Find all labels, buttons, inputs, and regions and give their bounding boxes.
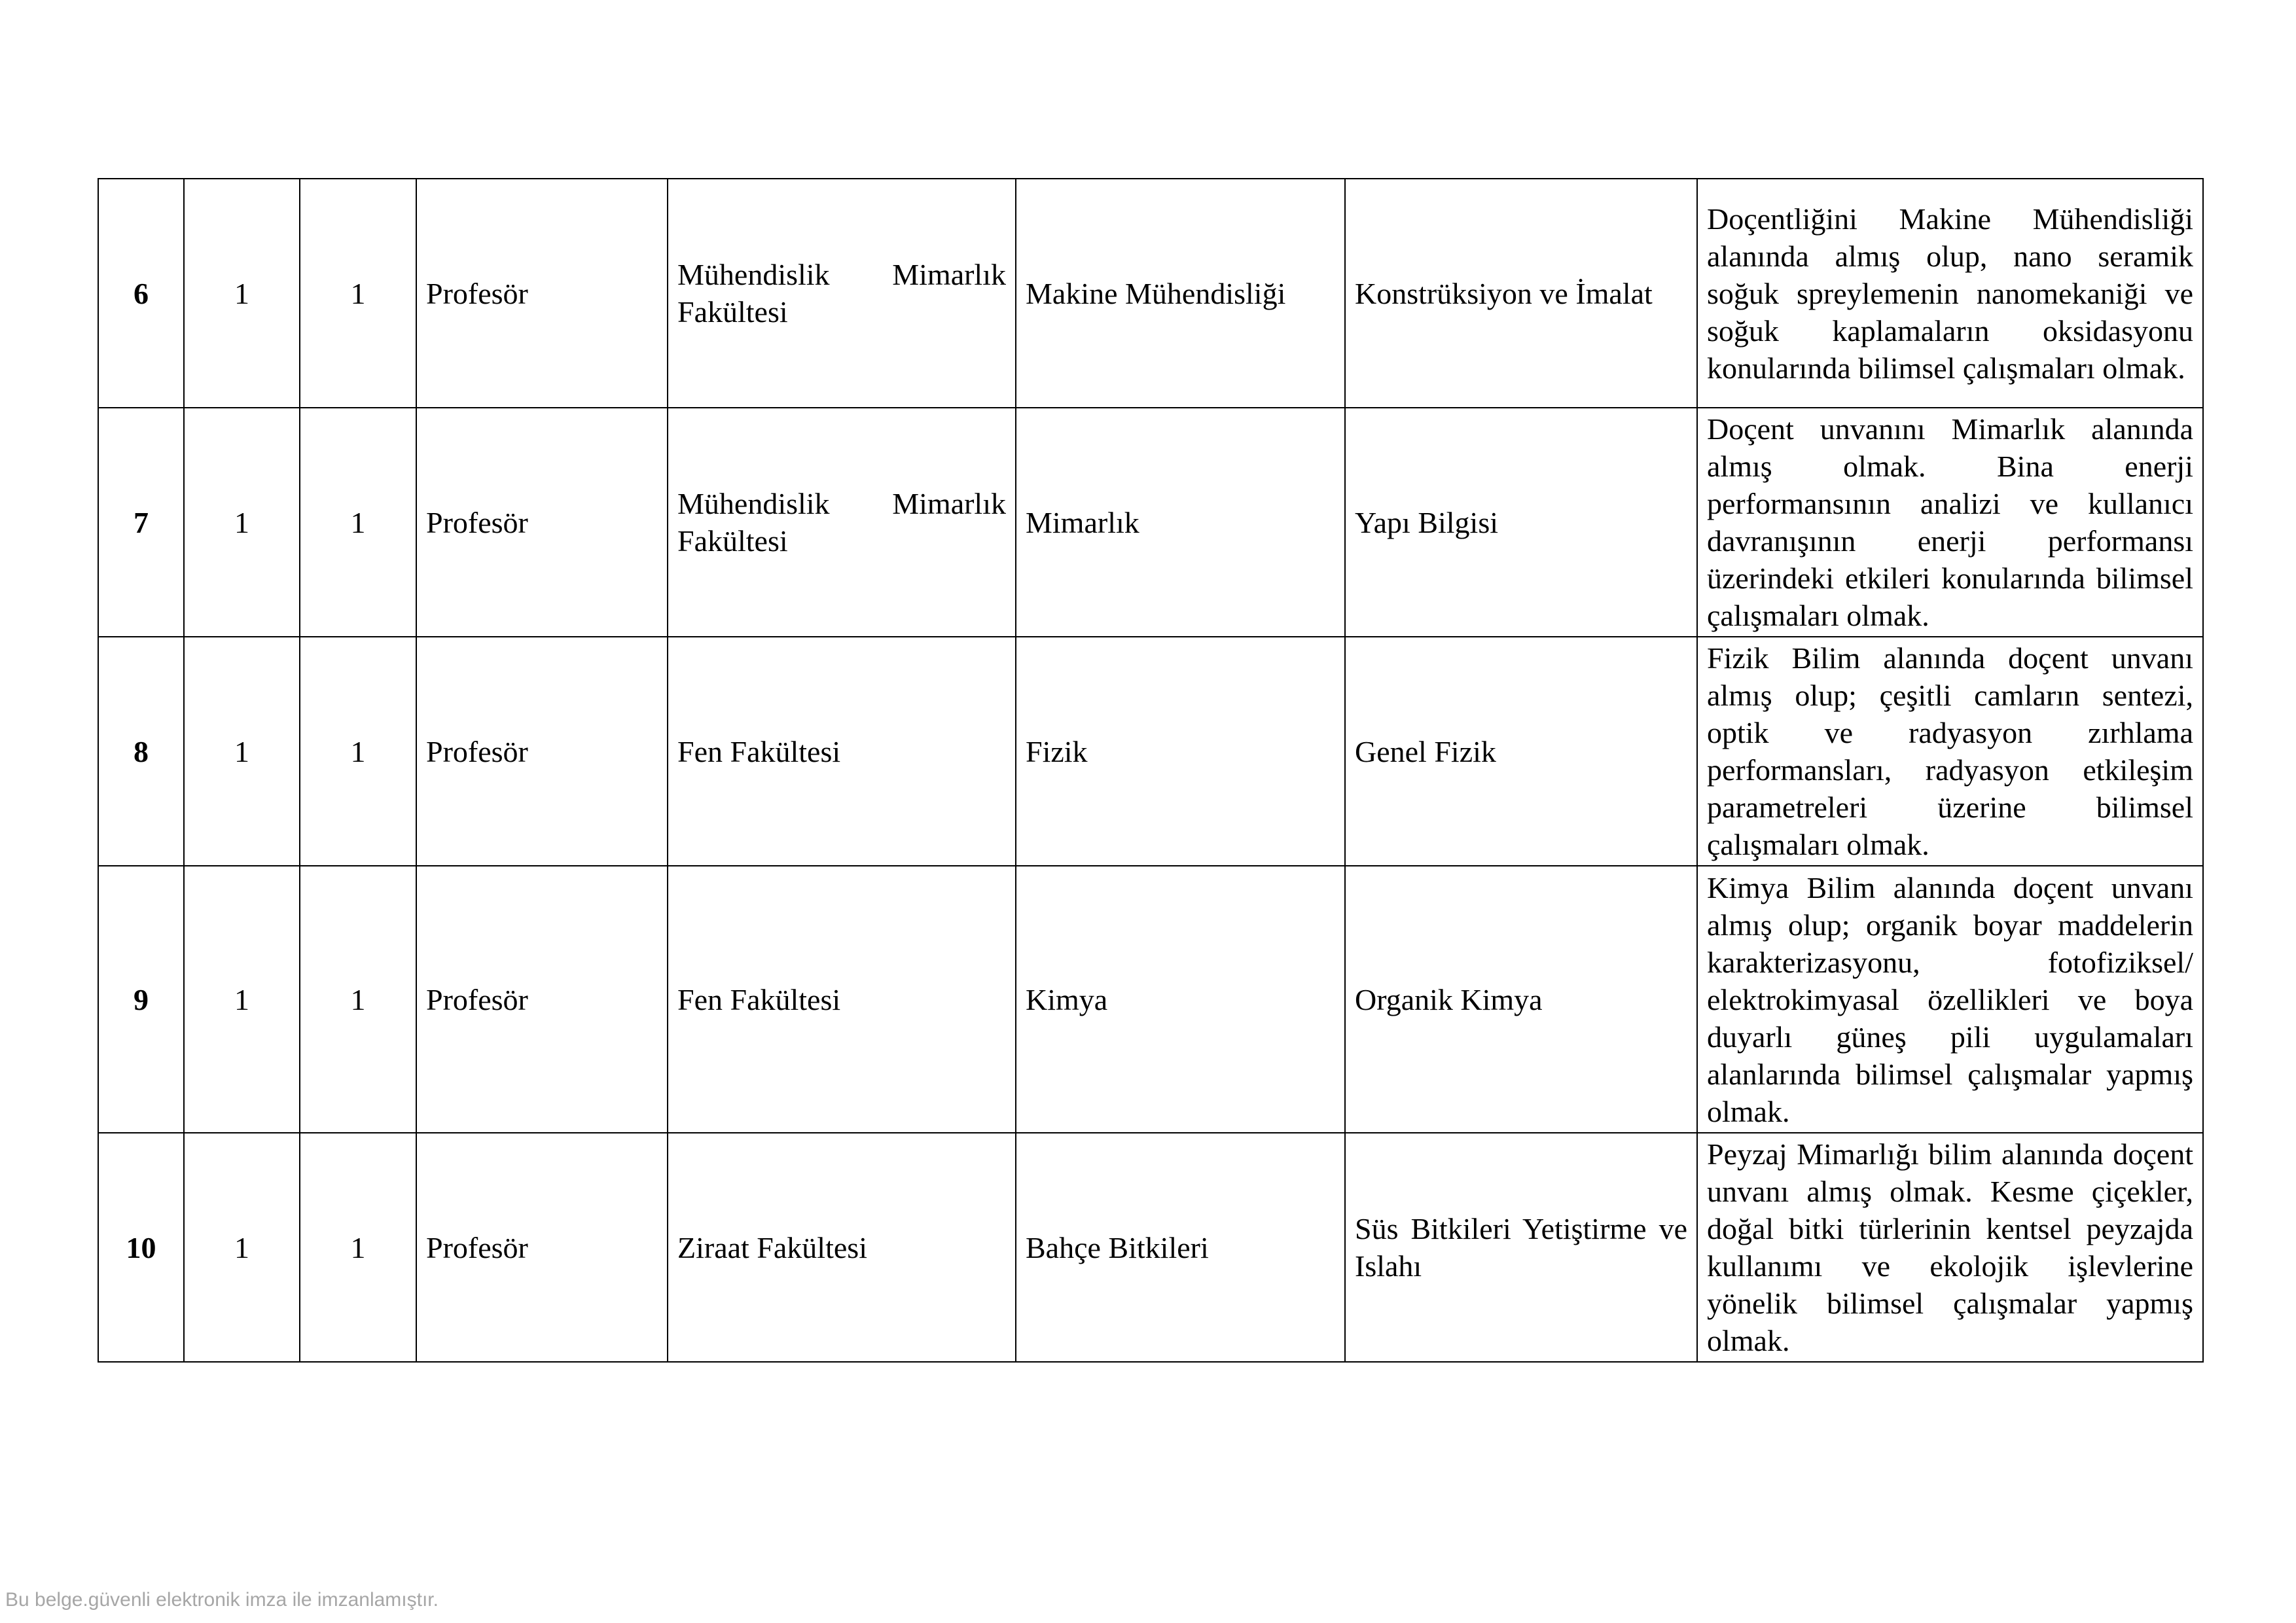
count-cell: 1 [184, 408, 300, 637]
faculty-cell: Fen Fakültesi [668, 866, 1016, 1133]
faculty-cell: Ziraat Fakültesi [668, 1133, 1016, 1362]
requirement-cell: Peyzaj Mimarlığı bilim alanında doçent unvanı almış olmak. Kesme çiçekler, doğal bitki türlerinin kentsel peyzajda kullanımı ve ekolojik işlevlerine yönelik bilimsel çalışmalar yapmış olmak. [1697, 1133, 2203, 1362]
row-number: 8 [98, 637, 184, 866]
count-cell: 1 [300, 408, 416, 637]
title-cell: Profesör [416, 408, 668, 637]
division-cell: Konstrüksiyon ve İmalat [1345, 179, 1697, 408]
requirement-cell: Doçent unvanını Mimarlık alanında almış olmak. Bina enerji performansının analizi ve kullanıcı davranışının enerji performansı üzerindeki etkileri konularında bilimsel çalışmaları olmak. [1697, 408, 2203, 637]
table-row [98, 408, 2203, 637]
department-cell: Fizik [1016, 637, 1345, 866]
row-number: 10 [98, 1133, 184, 1362]
count-cell: 1 [300, 179, 416, 408]
department-cell: Bahçe Bitkileri [1016, 1133, 1345, 1362]
faculty-cell: Mühendislik Mimarlık Fakültesi [668, 179, 1016, 408]
table-row [98, 1133, 2203, 1362]
faculty-cell: Fen Fakültesi [668, 637, 1016, 866]
count-cell: 1 [184, 866, 300, 1133]
count-cell: 1 [184, 637, 300, 866]
division-cell: Süs Bitkileri Yetiştirme ve Islahı [1345, 1133, 1697, 1362]
count-cell: 1 [300, 866, 416, 1133]
division-cell: Genel Fizik [1345, 637, 1697, 866]
department-cell: Makine Mühendisliği [1016, 179, 1345, 408]
positions-table [98, 178, 2204, 1363]
row-number: 9 [98, 866, 184, 1133]
count-cell: 1 [184, 1133, 300, 1362]
requirement-cell: Doçentliğini Makine Mühendisliği alanında almış olup, nano seramik soğuk spreylemenin nanomekaniği ve soğuk kaplamaların oksidasyonu konularında bilimsel çalışmaları olmak. [1697, 179, 2203, 408]
department-cell: Mimarlık [1016, 408, 1345, 637]
count-cell: 1 [300, 1133, 416, 1362]
requirement-cell: Fizik Bilim alanında doçent unvanı almış olup; çeşitli camların sentezi, optik ve radyasyon zırhlama performansları, radyasyon etkileşim parametreleri üzerine bilimsel çalışmaları olmak. [1697, 637, 2203, 866]
department-cell: Kimya [1016, 866, 1345, 1133]
division-cell: Organik Kimya [1345, 866, 1697, 1133]
count-cell: 1 [184, 179, 300, 408]
count-cell: 1 [300, 637, 416, 866]
row-number: 6 [98, 179, 184, 408]
table-row [98, 866, 2203, 1133]
division-cell: Yapı Bilgisi [1345, 408, 1697, 637]
table-row [98, 179, 2203, 408]
title-cell: Profesör [416, 866, 668, 1133]
title-cell: Profesör [416, 637, 668, 866]
table-row [98, 637, 2203, 866]
row-number: 7 [98, 408, 184, 637]
faculty-cell: Mühendislik Mimarlık Fakültesi [668, 408, 1016, 637]
e-signature-note: Bu belge.güvenli elektronik imza ile imzanlamıştır. [5, 1589, 439, 1611]
title-cell: Profesör [416, 1133, 668, 1362]
requirement-cell: Kimya Bilim alanında doçent unvanı almış olup; organik boyar maddelerin karakterizasyonu, fotofiziksel/ elektrokimyasal özellikleri ve boya duyarlı güneş pili uygulamaları alanlarında bilimsel çalışmalar yapmış olmak. [1697, 866, 2203, 1133]
title-cell: Profesör [416, 179, 668, 408]
